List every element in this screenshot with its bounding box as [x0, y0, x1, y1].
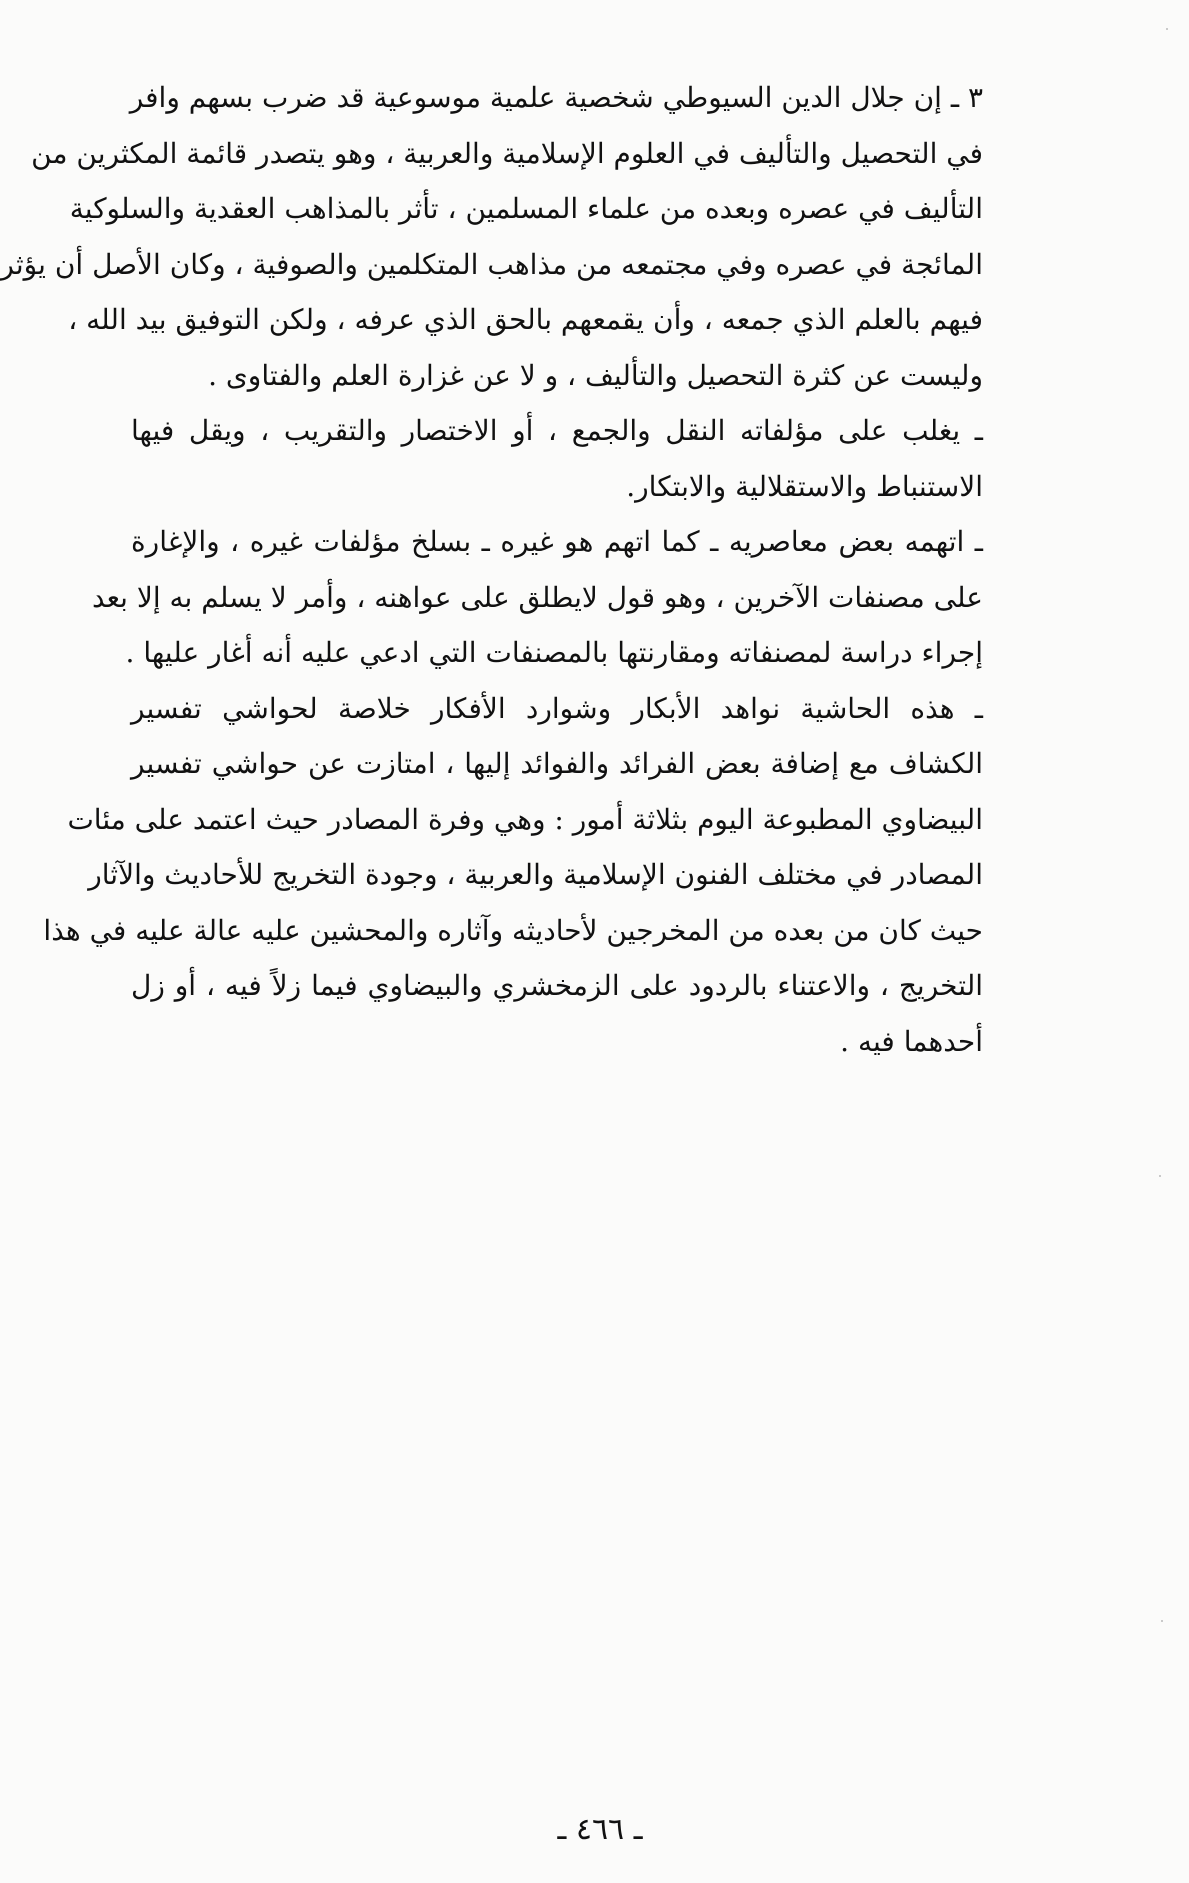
paragraph-3-line-3: إجراء دراسة لمصنفاته ومقارنتها بالمصنفات التي ادعي عليه أنه أغار عليها .: [125, 636, 983, 669]
paragraph-1-line-3: التأليف في عصره وبعده من علماء المسلمين ، تأثر بالمذاهب العقدية والسلوكية: [69, 192, 983, 225]
scan-speck: [1166, 28, 1168, 30]
paragraph-4-line-2: الكشاف مع إضافة بعض الفرائد والفوائد إليها ، امتازت عن حواشي تفسير: [131, 747, 983, 780]
paragraph-4-line-6: التخريج ، والاعتناء بالردود على الزمخشري والبيضاوي فيما زلاً فيه ، أو زل: [131, 969, 983, 1002]
body-text: [0, 70, 984, 1069]
paragraph-1-line-6: وليست عن كثرة التحصيل والتأليف ، و لا عن غزارة العلم والفتاوى .: [208, 358, 983, 392]
paragraph-4-line-1: ـ هذه الحاشية نواهد الأبكار وشوارد الأفكار خلاصة لحواشي تفسير: [131, 691, 984, 725]
paragraph-3-line-1: ـ اتهمه بعض معاصريه ـ كما اتهم هو غيره ـ بسلخ مؤلفات غيره ، والإغارة: [131, 525, 983, 558]
paragraph-3-line-2: على مصنفات الآخرين ، وهو قول لايطلق على عواهنه ، وأمر لا يسلم به إلا بعد: [91, 580, 983, 614]
scan-speck: [1159, 1175, 1161, 1177]
paragraph-4-line-5: حيث كان من بعده من المخرجين لأحاديثه وآثاره والمحشين عليه عالة عليه في هذا: [43, 913, 983, 947]
paragraph-4-line-3: البيضاوي المطبوعة اليوم بثلاثة أمور : وهي وفرة المصادر حيث اعتمد على مئات: [67, 802, 983, 836]
paragraph-2-line-1: ـ يغلب على مؤلفاته النقل والجمع ، أو الاختصار والتقريب ، ويقل فيها: [131, 414, 983, 447]
paragraph-4-line-7: أحدهما فيه .: [840, 1024, 983, 1058]
paragraph-1-line-2: في التحصيل والتأليف في العلوم الإسلامية والعربية ، وهو يتصدر قائمة المكثرين من: [31, 136, 983, 170]
page-number: ـ ٤٦٦ ـ: [557, 1812, 643, 1847]
paragraph-1-line-1: ٣ ـ إن جلال الدين السيوطي شخصية علمية موسوعية قد ضرب بسهم وافر: [129, 81, 983, 114]
paragraph-2-line-2: الاستنباط والاستقلالية والابتكار.: [626, 469, 983, 503]
scan-speck: [1161, 1620, 1163, 1622]
paragraph-1-line-5: فيهم بالعلم الذي جمعه ، وأن يقمعهم بالحق الذي عرفه ، ولكن التوفيق بيد الله ،: [68, 303, 983, 336]
paragraph-4-line-4: المصادر في مختلف الفنون الإسلامية والعربية ، وجودة التخريج للأحاديث والآثار: [88, 858, 983, 891]
paragraph-1-line-4: المائجة في عصره وفي مجتمعه من مذاهب المتكلمين والصوفية ، وكان الأصل أن يؤثر: [0, 247, 983, 281]
